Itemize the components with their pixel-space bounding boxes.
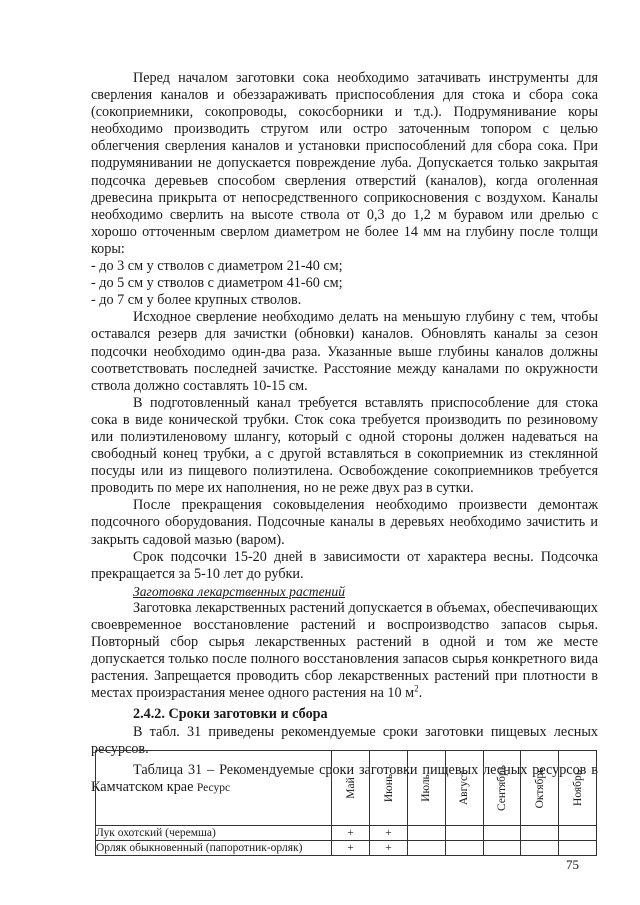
- resource-timing-table: [95, 750, 597, 856]
- month-mark: +: [332, 841, 370, 856]
- month-mark: [521, 826, 559, 841]
- month-mark: [483, 841, 521, 856]
- header-resource: Ресурс: [96, 751, 332, 826]
- paragraph-sap-preparation: Перед началом заготовки сока необходимо затачивать инструменты для сверления каналов и обеззараживать приспособления для стока и сбора сока (сокоприемники, сокопроводы, сокосборники и т.д.). Подрумянивание коры необходимо производить стругом или остро заточенным топором с целью облегчения сверления каналов и установки приспособлений для сбора сока. При подрумянивании не допускается повреждение луба. Допускается только закрытая подсочка деревьев способом сверления отверстий (каналов), когда оголенная древесина прикрыта от непосредственного соприкосновения с воздухом. Каналы необходимо сверлить на высоте ствола от 0,3 до 1,2 м буравом или дрелью с хорошо отточенным сверлом диаметром не более 14 мм на глубину после толщи коры:: [91, 70, 598, 257]
- month-mark: [445, 841, 483, 856]
- paragraph-tapping-period: Срок подсочки 15-20 дней в зависимости от характера весны. Подсочка прекращается за 5-10 лет до рубки.: [91, 548, 598, 582]
- paragraph-medicinal-plants: Заготовка лекарственных растений допускается в объемах, обеспечивающих своевременное восстановление растений и воспроизводство запасов сырья. Повторный сбор сырья лекарственных растений в одной и том же месте допускается только после полного восстановления запасов сырья конкретного вида растения. Запрещается проводить сбор лекарственных растений при плотности в местах произрастания менее одного растения на 10 $м^2$.: [91, 599, 598, 702]
- month-mark: [408, 841, 446, 856]
- subheading-medicinal-plants: Заготовка лекарственных растений: [133, 583, 345, 599]
- header-month: Ноябрь: [559, 751, 597, 826]
- resource-name: Орляк обыкновенный (папоротник-орляк): [96, 841, 332, 856]
- list-item: - до 3 см у стволов с диаметром 21-40 см;: [91, 258, 343, 275]
- month-mark: [521, 841, 559, 856]
- table-row: [96, 826, 597, 841]
- paragraph-initial-drilling: Исходное сверление необходимо делать на меньшую глубину с тем, чтобы оставался резерв для зачистки (обновки) каналов. Обновлять каналы за сезон подсочки необходимо один-два раза. Указанные выше глубины каналов должны соответствовать последней зачистке. Расстояние между каналами по окружности ствола должно составлять 10-15 см.: [91, 309, 598, 394]
- month-mark: +: [370, 841, 408, 856]
- table-header-row: [96, 751, 597, 826]
- header-month: Август: [445, 751, 483, 826]
- month-mark: [559, 841, 597, 856]
- page-number: 75: [566, 857, 579, 872]
- paragraph-tube-insertion: В подготовленный канал требуется вставлять приспособление для стока сока в виде конической трубки. Сток сока требуется производить по резиновому или полиэтиленовому шлангу, который с одной стороны должен надеваться на свободный конец трубки, а с другой вставляться в сокоприемник из стеклянной посуды или из пищевого полиэтилена. Освобождение сокоприемников требуется проводить по мере их наполнения, но не реже двух раз в сутки.: [91, 394, 598, 497]
- section-intro: В табл. 31 приведены рекомендуемые сроки заготовки пищевых лесных ресурсов.: [91, 723, 598, 757]
- table-caption: Таблица 31 – Рекомендуемые сроки заготовки пищевых лесных ресурсов в Камчатском крае: [91, 761, 598, 795]
- header-month: Июнь: [370, 751, 408, 826]
- section-heading: 2.4.2. Сроки заготовки и сбора: [133, 706, 328, 723]
- header-month: Октябрь: [521, 751, 559, 826]
- month-mark: +: [332, 826, 370, 841]
- header-month: Июль: [408, 751, 446, 826]
- month-mark: [445, 826, 483, 841]
- paragraph-dismantling: После прекращения соковыделения необходимо произвести демонтаж подсочного оборудования. Подсочные каналы в деревьях необходимо зачистить и закрыть садовой мазью (варом).: [91, 497, 598, 548]
- header-month: Сентябрь: [483, 751, 521, 826]
- table-row: [96, 841, 597, 856]
- resource-name: Лук охотский (черемша): [96, 826, 332, 841]
- list-item: - до 5 см у стволов с диаметром 41-60 см;: [91, 275, 343, 292]
- body-text-top: [91, 70, 598, 796]
- header-month: Май: [332, 751, 370, 826]
- list-item: - до 7 см у более крупных стволов.: [91, 292, 302, 309]
- month-mark: [483, 826, 521, 841]
- month-mark: +: [370, 826, 408, 841]
- month-mark: [408, 826, 446, 841]
- month-mark: [559, 826, 597, 841]
